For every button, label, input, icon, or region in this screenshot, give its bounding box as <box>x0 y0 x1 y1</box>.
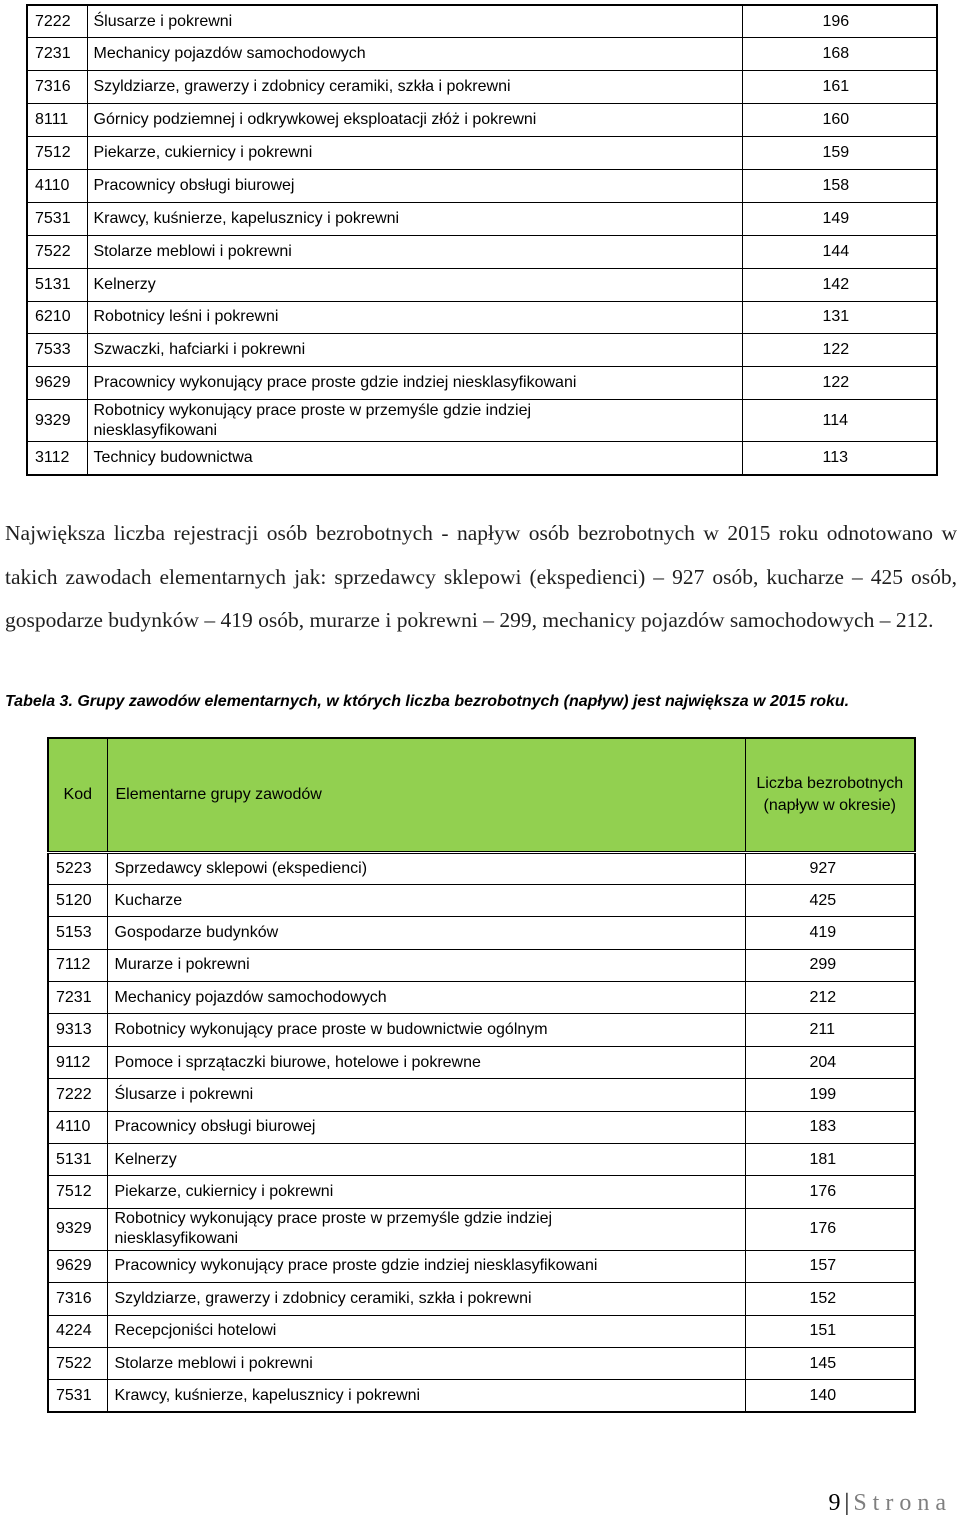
cell-count: 204 <box>745 1046 915 1078</box>
cell-name: Kelnerzy <box>87 268 742 301</box>
table-row <box>27 334 937 367</box>
cell-code: 5120 <box>48 884 107 916</box>
cell-count: 927 <box>745 852 915 884</box>
cell-name: Stolarze meblowi i pokrewni <box>107 1347 745 1379</box>
cell-count: 212 <box>745 982 915 1014</box>
cell-name: Robotnicy wykonujący prace proste w budownictwie ogólnym <box>107 1014 745 1046</box>
cell-name: Pracownicy wykonujący prace proste gdzie indziej niesklasyfikowani <box>107 1250 745 1282</box>
cell-code: 4110 <box>27 169 87 202</box>
cell-code: 6210 <box>27 301 87 334</box>
table-row <box>48 1347 915 1379</box>
cell-count: 211 <box>745 1014 915 1046</box>
cell-name: Kucharze <box>107 884 745 916</box>
cell-count: 122 <box>742 367 937 400</box>
table-row <box>27 301 937 334</box>
cell-code: 9112 <box>48 1046 107 1078</box>
cell-code: 7512 <box>27 137 87 170</box>
table-row <box>48 917 915 949</box>
cell-name-line2: niesklasyfikowani <box>114 1230 239 1248</box>
top-table-body <box>27 5 937 475</box>
table-caption: Tabela 3. Grupy zawodów elementarnych, w których liczba bezrobotnych (napływ) jest największa w 2015 roku. <box>5 693 850 710</box>
cell-name: Sprzedawcy sklepowi (ekspedienci) <box>107 852 745 884</box>
table-row <box>48 1144 915 1176</box>
cell-name: Robotnicy leśni i pokrewni <box>87 301 742 334</box>
cell-count: 131 <box>742 301 937 334</box>
cell-name: Szyldziarze, grawerzy i zdobnicy ceramiki, szkła i pokrewni <box>87 71 742 104</box>
cell-count: 160 <box>742 104 937 137</box>
table-row <box>48 1208 915 1250</box>
cell-name: Technicy budownictwa <box>87 442 742 475</box>
table-row <box>48 1250 915 1282</box>
cell-code: 7222 <box>27 5 87 38</box>
table-row <box>27 104 937 137</box>
cell-count: 183 <box>745 1111 915 1143</box>
table-row <box>48 1014 915 1046</box>
table-row <box>48 1111 915 1143</box>
cell-name: Mechanicy pojazdów samochodowych <box>87 38 742 71</box>
cell-code: 5153 <box>48 917 107 949</box>
header-code: Kod <box>48 738 107 852</box>
cell-name <box>87 400 742 442</box>
cell-count: 151 <box>745 1315 915 1347</box>
table-row <box>48 1176 915 1208</box>
cell-name: Gospodarze budynków <box>107 917 745 949</box>
cell-count: 176 <box>745 1208 915 1250</box>
cell-code: 9629 <box>27 367 87 400</box>
table-row <box>27 235 937 268</box>
cell-name: Recepcjoniści hotelowi <box>107 1315 745 1347</box>
cell-count: 159 <box>742 137 937 170</box>
cell-name: Pracownicy obsługi biurowej <box>107 1111 745 1143</box>
cell-code: 7112 <box>48 949 107 981</box>
cell-name: Kelnerzy <box>107 1144 745 1176</box>
cell-count: 176 <box>745 1176 915 1208</box>
table-row <box>48 1380 915 1412</box>
cell-code: 7231 <box>48 982 107 1014</box>
cell-code: 4110 <box>48 1111 107 1143</box>
cell-count: 145 <box>745 1347 915 1379</box>
table-row <box>27 268 937 301</box>
cell-code: 5131 <box>27 268 87 301</box>
cell-count: 425 <box>745 884 915 916</box>
cell-name: Szyldziarze, grawerzy i zdobnicy ceramiki, szkła i pokrewni <box>107 1283 745 1315</box>
cell-name: Piekarze, cukiernicy i pokrewni <box>107 1176 745 1208</box>
cell-count: 142 <box>742 268 937 301</box>
table-row <box>27 400 937 442</box>
cell-code: 7222 <box>48 1079 107 1111</box>
cell-code: 9329 <box>48 1208 107 1250</box>
table-row <box>48 982 915 1014</box>
cell-count: 299 <box>745 949 915 981</box>
summary-paragraph: Największa liczba rejestracji osób bezrobotnych - napływ osób bezrobotnych w 2015 roku odnotowano w takich zawodach elementarnych jak: sprzedawcy sklepowi (ekspedienci) – 927 osób, kucharze – 425 osób, gospodarze budynków – 419 osób, murarze i pokrewni – 299, mechanicy pojazdów samochodowych – 212. <box>5 521 957 632</box>
cell-code: 7512 <box>48 1176 107 1208</box>
header-row <box>48 738 915 852</box>
cell-name: Pracownicy wykonujący prace proste gdzie indziej niesklasyfikowani <box>87 367 742 400</box>
table-row <box>27 38 937 71</box>
cell-code: 5131 <box>48 1144 107 1176</box>
cell-count: 144 <box>742 235 937 268</box>
cell-name: Ślusarze i pokrewni <box>107 1079 745 1111</box>
cell-count: 161 <box>742 71 937 104</box>
cell-code: 7522 <box>27 235 87 268</box>
cell-name: Górnicy podziemnej i odkrywkowej eksploatacji złóż i pokrewni <box>87 104 742 137</box>
cell-count: 152 <box>745 1283 915 1315</box>
cell-count: 113 <box>742 442 937 475</box>
cell-count: 158 <box>742 169 937 202</box>
cell-count: 149 <box>742 202 937 235</box>
cell-name: Pomoce i sprzątaczki biurowe, hotelowe i pokrewne <box>107 1046 745 1078</box>
cell-code: 3112 <box>27 442 87 475</box>
cell-count: 157 <box>745 1250 915 1282</box>
cell-count: 122 <box>742 334 937 367</box>
cell-code: 7231 <box>27 38 87 71</box>
cell-name: Mechanicy pojazdów samochodowych <box>107 982 745 1014</box>
elementary-occupations-table <box>47 737 916 1413</box>
cell-count: 196 <box>742 5 937 38</box>
cell-count: 140 <box>745 1380 915 1412</box>
cell-code: 7531 <box>27 202 87 235</box>
table-row <box>48 949 915 981</box>
footer-separator: | <box>844 1490 850 1516</box>
cell-count: 114 <box>742 400 937 442</box>
footer-word: Strona <box>853 1490 952 1516</box>
table-row <box>48 1079 915 1111</box>
cell-name: Krawcy, kuśnierze, kapelusznicy i pokrewni <box>107 1380 745 1412</box>
table-row <box>27 137 937 170</box>
cell-name: Pracownicy obsługi biurowej <box>87 169 742 202</box>
cell-code: 7522 <box>48 1347 107 1379</box>
table-row <box>48 1283 915 1315</box>
cell-name-line1: Robotnicy wykonujący prace proste w przemyśle gdzie indziej <box>93 401 532 419</box>
cell-code: 9629 <box>48 1250 107 1282</box>
cell-code: 5223 <box>48 852 107 884</box>
cell-name: Murarze i pokrewni <box>107 949 745 981</box>
table-row <box>48 852 915 884</box>
page-number: 9 <box>828 1490 841 1516</box>
cell-count: 181 <box>745 1144 915 1176</box>
cell-code: 7316 <box>27 71 87 104</box>
table-row <box>27 5 937 38</box>
table-row <box>48 1046 915 1078</box>
cell-code: 4224 <box>48 1315 107 1347</box>
cell-name-line2: niesklasyfikowani <box>93 421 218 439</box>
bottom-table-body <box>48 852 915 1412</box>
table-header <box>48 738 915 852</box>
cell-code: 9329 <box>27 400 87 442</box>
cell-name <box>107 1208 745 1250</box>
cell-name: Piekarze, cukiernicy i pokrewni <box>87 137 742 170</box>
table-row <box>27 442 937 475</box>
top-occupations-table <box>26 4 938 476</box>
cell-code: 7533 <box>27 334 87 367</box>
cell-code: 7316 <box>48 1283 107 1315</box>
cell-count: 199 <box>745 1079 915 1111</box>
table-row <box>27 169 937 202</box>
cell-code: 7531 <box>48 1380 107 1412</box>
cell-code: 8111 <box>27 104 87 137</box>
table-row <box>48 884 915 916</box>
cell-name: Stolarze meblowi i pokrewni <box>87 235 742 268</box>
header-name: Elementarne grupy zawodów <box>107 738 745 852</box>
table-row <box>27 202 937 235</box>
table-row <box>27 367 937 400</box>
page-footer <box>829 1490 952 1517</box>
table-row <box>48 1315 915 1347</box>
cell-name-line1: Robotnicy wykonujący prace proste w przemyśle gdzie indziej <box>114 1210 553 1228</box>
cell-name: Krawcy, kuśnierze, kapelusznicy i pokrewni <box>87 202 742 235</box>
cell-name: Szwaczki, hafciarki i pokrewni <box>87 334 742 367</box>
cell-name: Ślusarze i pokrewni <box>87 5 742 38</box>
cell-count: 168 <box>742 38 937 71</box>
cell-count: 419 <box>745 917 915 949</box>
cell-code: 9313 <box>48 1014 107 1046</box>
header-count: Liczba bezrobotnych (napływ w okresie) <box>745 738 915 852</box>
table-row <box>27 71 937 104</box>
